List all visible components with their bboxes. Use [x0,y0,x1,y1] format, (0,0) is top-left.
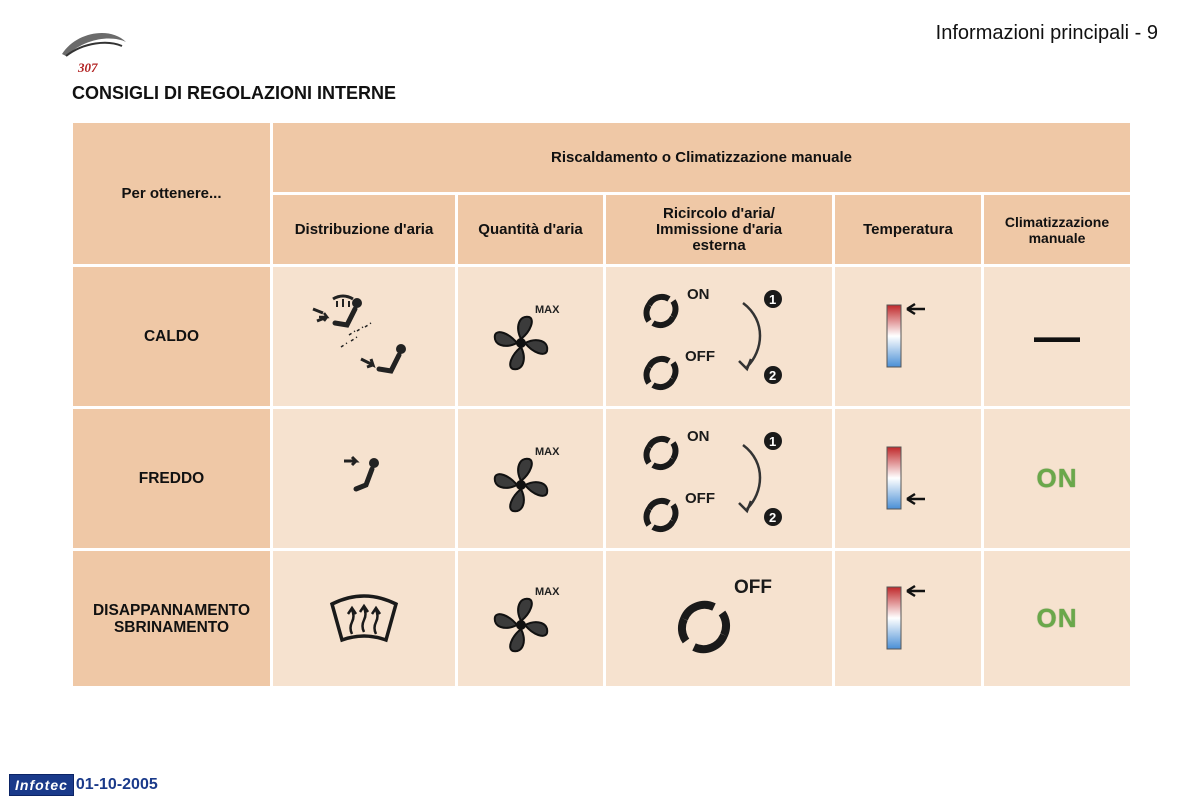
ac-value: — [1034,310,1080,362]
windscreen-demist-icon [324,584,404,654]
settings-table [70,120,1133,689]
temperature-cold-icon [873,439,943,519]
recirc-off-label: OFF [685,347,715,365]
ac-cell [983,266,1132,408]
recirculation-cell [605,266,834,408]
group-header: Riscaldamento o Climatizzazione manuale [272,122,1132,194]
recirculation-off-icon [654,569,784,669]
table-row [72,266,1132,408]
recirculation-on-off-icon [639,277,799,397]
section-title: CONSIGLI DI REGOLAZIONI INTERNE [72,83,397,103]
air-quantity-cell [457,408,605,550]
step-1-label: 1 [769,291,777,307]
table-row [72,550,1132,688]
logo-text: 307 [78,60,98,75]
row-label-caldo: CALDO [72,266,272,408]
recirculation-on-off-icon [639,419,799,539]
temperature-hot-icon [873,579,943,659]
step-2-label: 2 [769,367,777,383]
col-header-recirculation: Ricircolo d'aria/ Immissione d'aria esterna [605,194,834,266]
fan-max-label: MAX [534,585,559,598]
fan-icon [491,301,571,373]
col-header-ac: Climatizzazione manuale [983,194,1132,266]
air-quantity-cell [457,550,605,688]
recirc-off-label: OFF [734,576,772,598]
fan-icon [491,583,571,655]
step-1-label: 1 [769,433,777,449]
face-vents-icon [334,449,394,509]
infotec-badge: Infotec [9,774,74,796]
temperature-cell [834,408,983,550]
feet-and-windscreen-vents-icon [299,287,429,387]
row-label-freddo: FREDDO [72,408,272,550]
distribution-cell [272,266,457,408]
air-quantity-cell [457,266,605,408]
temperature-cell [834,266,983,408]
distribution-cell [272,550,457,688]
row-label-line-2: SBRINAMENTO [113,618,230,636]
fan-max-label: MAX [534,445,559,458]
ac-on-label: ON [1036,463,1078,493]
brand-logo [58,24,130,76]
temperature-cell [834,550,983,688]
footer [9,774,158,796]
recirc-on-label: ON [687,427,710,445]
table-row [72,408,1132,550]
footer-date: 01-10-2005 [75,776,158,793]
ac-cell [983,408,1132,550]
recirc-on-label: ON [687,285,710,303]
row-label-line-1: DISAPPANNAMENTO [92,601,251,619]
temperature-hot-icon [873,297,943,377]
step-2-label: 2 [769,509,777,525]
row-label-disappannamento [72,550,272,688]
fan-icon [491,443,571,515]
recirc-off-label: OFF [685,489,715,507]
distribution-cell [272,408,457,550]
ac-cell [983,550,1132,688]
ac-on-label: ON [1036,603,1078,633]
col-header-distribution: Distribuzione d'aria [272,194,457,266]
col-header-temperature: Temperatura [834,194,983,266]
corner-label: Per ottenere... [72,122,272,266]
page-title: Informazioni principali - 9 [935,22,1158,44]
recirculation-cell [605,550,834,688]
fan-max-label: MAX [534,303,559,316]
col-header-air-quantity: Quantità d'aria [457,194,605,266]
recirculation-cell [605,408,834,550]
